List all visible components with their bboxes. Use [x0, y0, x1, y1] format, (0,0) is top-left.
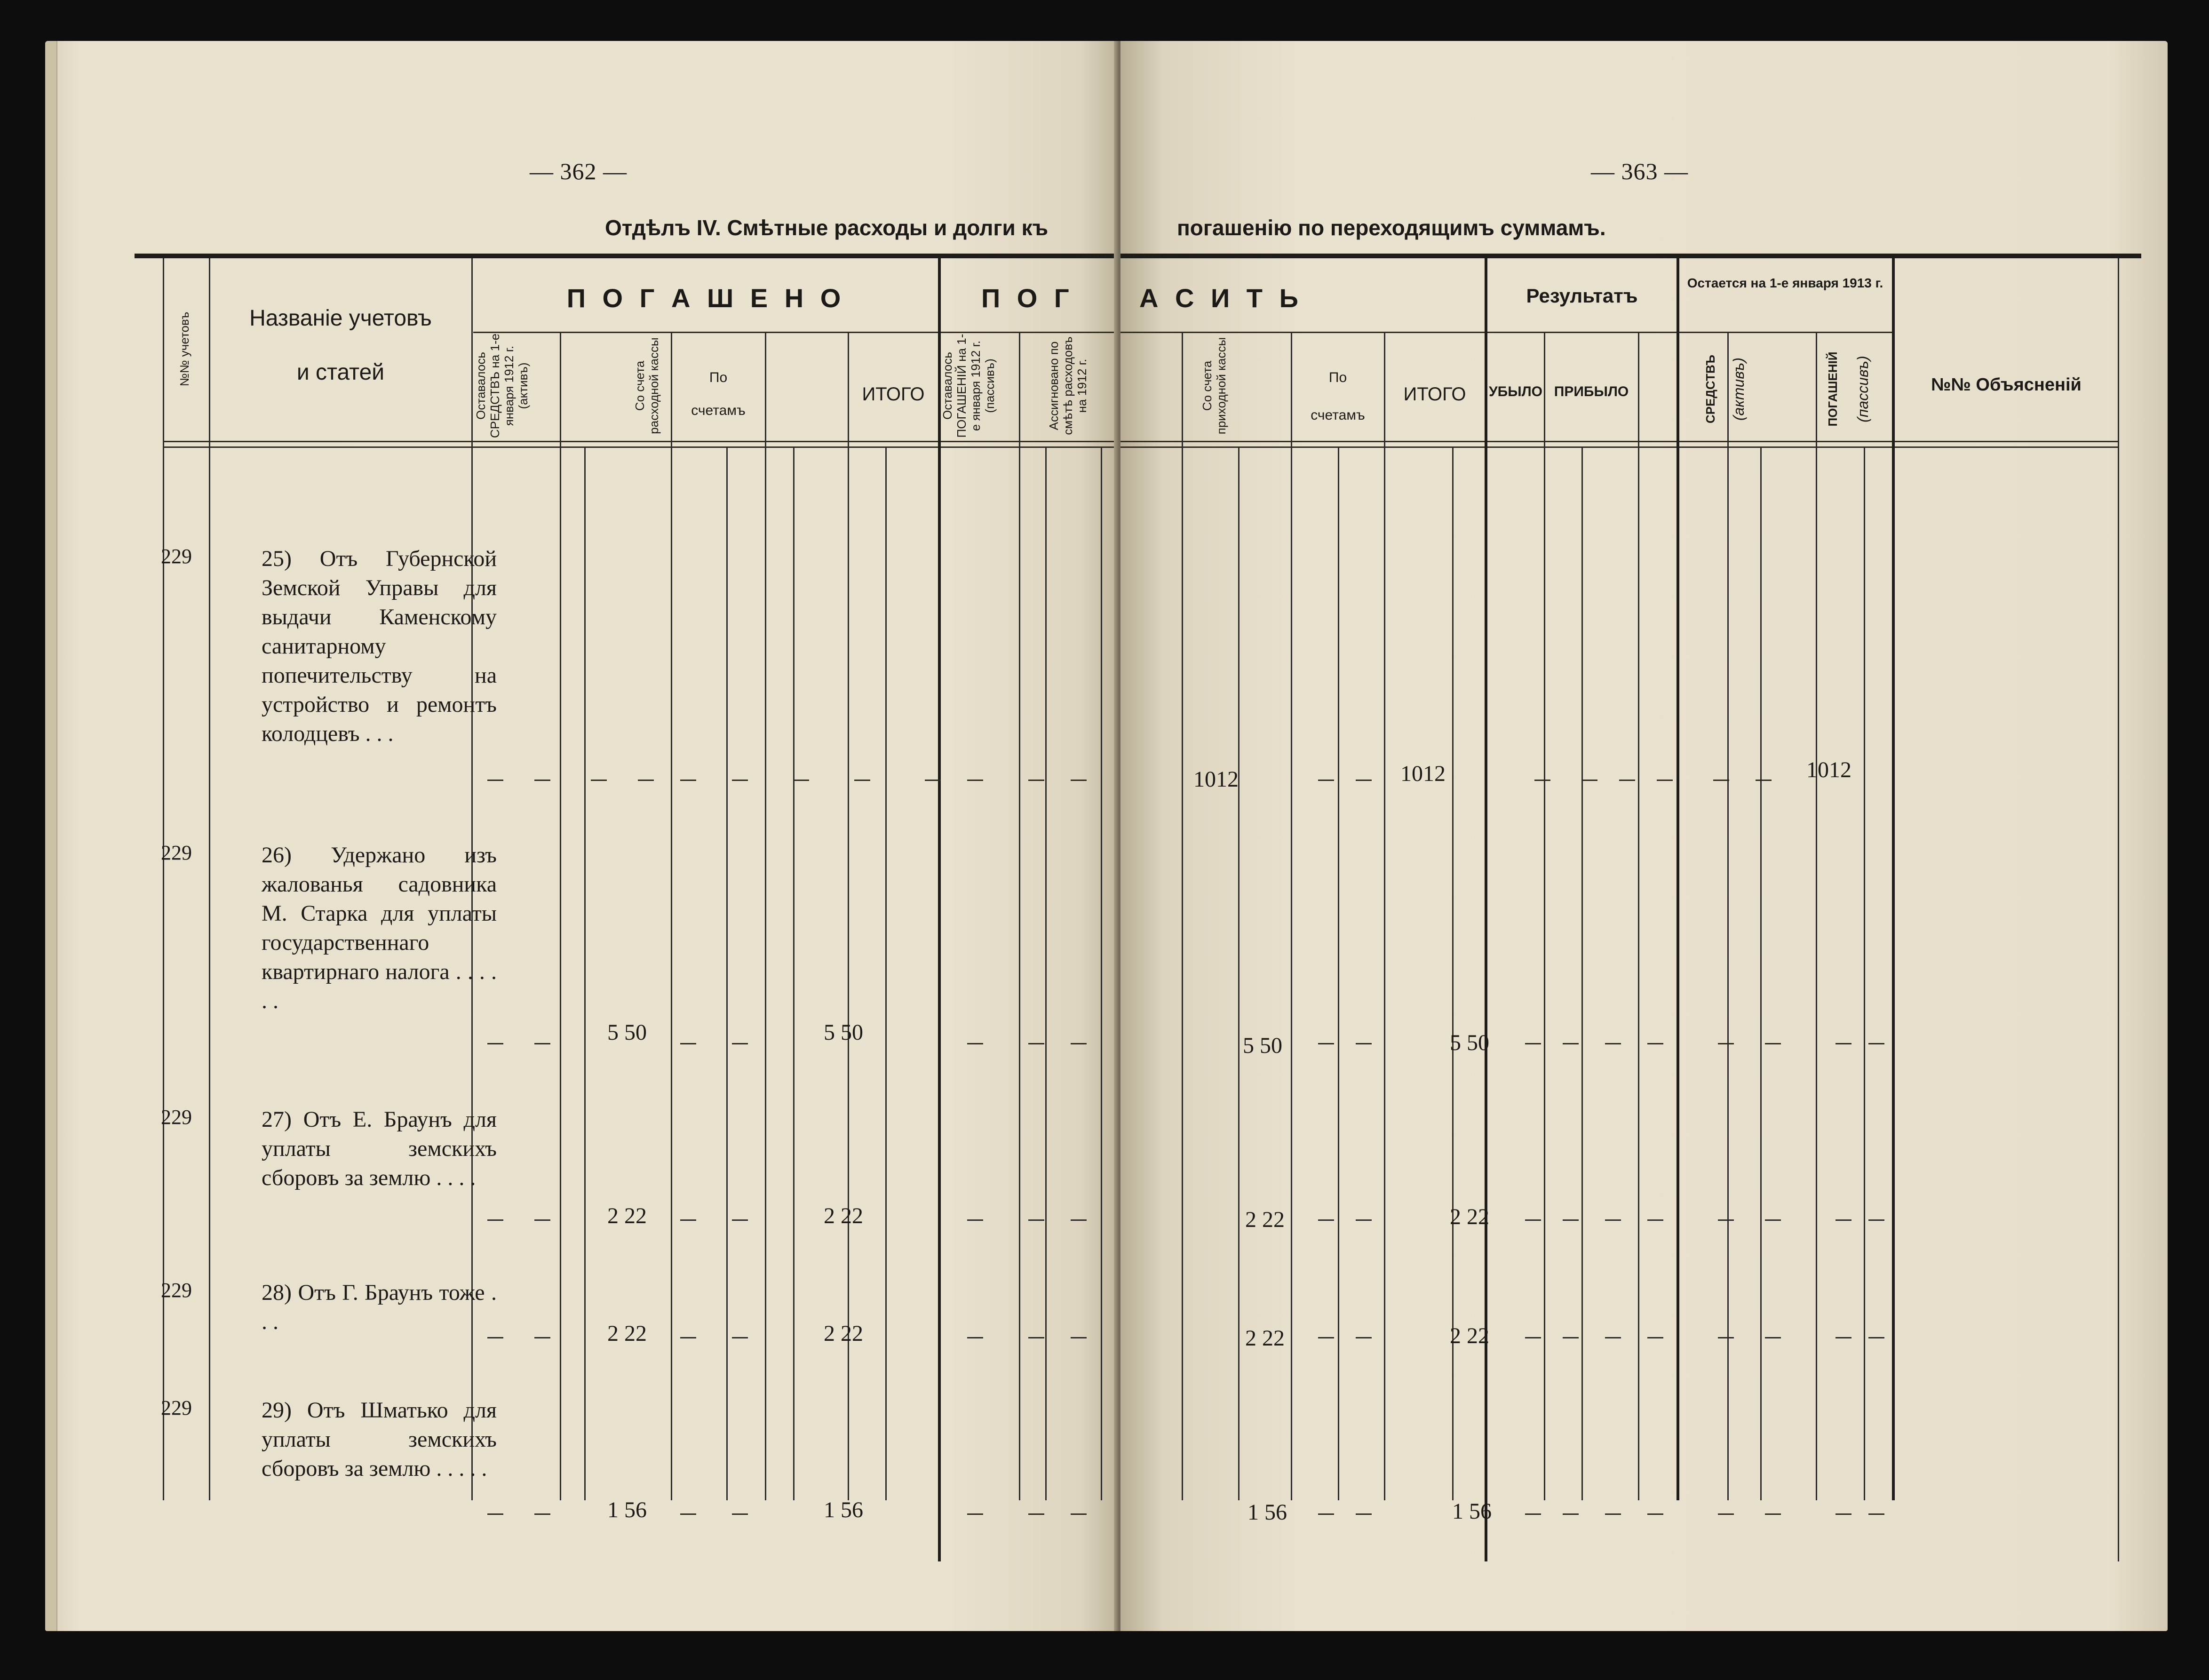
header-so-scheta-rashodnoy: Со счета расходной кассы — [633, 337, 661, 434]
row-2-itogo-right: 5 50 — [1450, 1030, 1489, 1055]
row-3-rashod: 2 22 — [607, 1203, 647, 1228]
dash-mark — [1563, 1513, 1579, 1515]
dash-mark — [732, 1513, 748, 1515]
dash-mark — [1605, 1337, 1621, 1338]
table-top-rule — [135, 254, 1118, 258]
dash-mark — [1868, 1219, 1884, 1221]
header-obyasneniy: №№ Объясненій — [1931, 375, 2082, 395]
dash-mark — [1868, 1513, 1884, 1515]
dash-mark — [967, 780, 983, 781]
dash-mark — [1836, 1337, 1851, 1338]
header-name-line1: Названіе учетовъ — [249, 306, 432, 331]
dash-mark — [1765, 1337, 1781, 1338]
dash-mark — [1318, 780, 1334, 781]
header-pogasheno: П О Г А Ш Е Н О — [566, 283, 846, 313]
header-account-number: №№ учетовъ — [177, 311, 191, 387]
dash-mark — [1647, 1513, 1663, 1515]
dash-mark — [1581, 780, 1597, 781]
row-1-pogasheniy: 1012 — [1806, 757, 1851, 782]
header-ubylo: УБЫЛО — [1489, 384, 1542, 399]
dash-mark — [1756, 780, 1772, 781]
dash-mark — [1563, 1219, 1579, 1221]
header-aktiv: (активъ) — [1730, 357, 1747, 421]
dash-mark — [487, 1337, 503, 1338]
header-so-scheta-prihodnoy: Со счета приходной кассы — [1200, 337, 1228, 435]
row-5-itogo-right: 1 56 — [1452, 1499, 1492, 1524]
dash-mark — [1028, 780, 1044, 781]
row-1-text: 25) Отъ Губернской Земской Управы для выдачи Каменскому санитарному попечительству на устройство и ремонтъ колодцевъ . . . — [262, 546, 497, 746]
dash-mark — [487, 780, 503, 781]
dash-mark — [534, 1219, 550, 1221]
row-2-number: 229 — [161, 841, 192, 864]
dash-mark — [1765, 1043, 1781, 1044]
row-3-number: 229 — [161, 1106, 192, 1129]
row-4-rashod: 2 22 — [607, 1321, 647, 1346]
dash-mark — [1318, 1043, 1334, 1044]
dash-mark — [1868, 1043, 1884, 1044]
row-4-prihod: 2 22 — [1245, 1326, 1285, 1351]
header-name-line2: и статей — [296, 360, 385, 385]
dash-mark — [1605, 1043, 1621, 1044]
left-page-heading: Отдѣлъ IV. Смѣтные расходы и долги къ — [605, 215, 1049, 240]
header-itogo: ИТОГО — [862, 384, 925, 405]
dash-mark — [1028, 1219, 1044, 1221]
dash-mark — [1525, 1337, 1541, 1338]
dash-mark — [1836, 1219, 1851, 1221]
row-5-itogo: 1 56 — [824, 1497, 863, 1522]
dash-mark — [1868, 1337, 1884, 1338]
dash-mark — [925, 780, 941, 781]
header-sredstv: СРЕДСТВЪ — [1703, 354, 1717, 424]
dash-mark — [1356, 1219, 1372, 1221]
row-5-prihod: 1 56 — [1248, 1500, 1287, 1525]
header-ostavalos-sredstv: Оставалось СРЕДСТВЪ на 1-е января 1912 г. (активъ) — [474, 333, 530, 438]
right-page-heading: погашенію по переходящимъ суммамъ. — [1177, 215, 1606, 240]
dash-mark — [1028, 1043, 1044, 1044]
dash-mark — [1318, 1219, 1334, 1221]
dash-mark — [1605, 1219, 1621, 1221]
row-1-prihod: 1012 — [1193, 767, 1239, 792]
dash-mark — [1765, 1219, 1781, 1221]
dash-mark — [1718, 1219, 1734, 1221]
row-2-prihod: 5 50 — [1243, 1033, 1282, 1058]
left-page — [45, 41, 1118, 1631]
dash-mark — [854, 780, 870, 781]
dash-mark — [534, 1513, 550, 1515]
dash-mark — [1525, 1513, 1541, 1515]
header-pogasheniy: ПОГАШЕНІЙ — [1826, 351, 1840, 427]
dash-mark — [534, 1043, 550, 1044]
dash-mark — [487, 1513, 503, 1515]
row-1-itogo-right: 1012 — [1400, 761, 1446, 786]
left-page-number: — 362 — — [530, 158, 627, 184]
row-2-text: 26) Удержано изъ жалованья садовника М. Старка для уплаты государственнаго квартирнаго налога . . . . . . — [262, 843, 497, 1013]
dash-mark — [1563, 1337, 1579, 1338]
dash-mark — [591, 780, 607, 781]
row-2-itogo: 5 50 — [824, 1020, 863, 1045]
header-po-schetam-2: счетамъ — [691, 403, 746, 418]
dash-mark — [793, 780, 809, 781]
row-2-rashod: 5 50 — [607, 1020, 647, 1045]
dash-mark — [1657, 780, 1673, 781]
row-4-number: 229 — [161, 1279, 192, 1302]
dash-mark — [1356, 1337, 1372, 1338]
header-bottom-rule-2 — [163, 446, 1118, 448]
row-5-number: 229 — [161, 1396, 192, 1419]
dash-mark — [1718, 1043, 1734, 1044]
row-5-rashod: 1 56 — [607, 1497, 647, 1522]
row-1-number: 229 — [161, 545, 192, 568]
dash-mark — [967, 1513, 983, 1515]
header-pribylo: ПРИБЫЛО — [1554, 384, 1629, 399]
dash-mark — [1534, 780, 1550, 781]
header-ostavalos-pogasheniy: Оставалось ПОГАШЕНІЙ на 1-е января 1912 г. (пассивъ) — [940, 334, 997, 438]
header-pog-part: П О Г — [981, 283, 1074, 313]
pogasheno-under-rule — [473, 332, 1118, 333]
dash-mark — [1356, 780, 1372, 781]
dash-mark — [638, 780, 654, 781]
right-page — [1120, 41, 2168, 1631]
dash-mark — [1525, 1219, 1541, 1221]
dash-mark — [1619, 780, 1635, 781]
row-4-itogo-right: 2 22 — [1450, 1323, 1489, 1348]
header-passiv: (пассивъ) — [1854, 356, 1871, 422]
dash-mark — [1071, 1219, 1087, 1221]
right-page-number: — 363 — — [1591, 158, 1688, 184]
row-3-itogo: 2 22 — [824, 1203, 863, 1228]
dash-mark — [680, 1337, 696, 1338]
dash-mark — [1356, 1513, 1372, 1515]
dash-mark — [1563, 1043, 1579, 1044]
dash-mark — [967, 1043, 983, 1044]
row-3-prihod: 2 22 — [1245, 1207, 1285, 1232]
dash-mark — [1718, 1513, 1734, 1515]
dash-mark — [1647, 1219, 1663, 1221]
dash-mark — [1647, 1043, 1663, 1044]
dash-mark — [1356, 1043, 1372, 1044]
dash-mark — [680, 1513, 696, 1515]
dash-mark — [1713, 780, 1729, 781]
dash-mark — [1765, 1513, 1781, 1515]
dash-mark — [680, 780, 696, 781]
dash-mark — [1605, 1513, 1621, 1515]
header-itogo-right: ИТОГО — [1403, 384, 1466, 405]
dash-mark — [732, 1043, 748, 1044]
dash-mark — [1071, 780, 1087, 781]
header-rezultat: Результатъ — [1526, 285, 1638, 307]
dash-mark — [1071, 1513, 1087, 1515]
dash-mark — [534, 1337, 550, 1338]
dash-mark — [732, 780, 748, 781]
page-edge — [45, 41, 57, 1631]
dash-mark — [1071, 1043, 1087, 1044]
row-3-text: 27) Отъ Е. Браунъ для уплаты земскихъ сборовъ за землю . . . . — [262, 1107, 497, 1190]
dash-mark — [487, 1219, 503, 1221]
header-po-schetam-1: По — [709, 370, 728, 385]
header-asit: А С И Т Ь — [1139, 283, 1303, 313]
dash-mark — [487, 1043, 503, 1044]
dash-mark — [1318, 1513, 1334, 1515]
header-ostaetsya: Остается на 1-е января 1913 г. — [1687, 276, 1883, 290]
header-assignovano: Ассигновано по смѣтѣ расходовъ на 1912 г. — [1047, 336, 1089, 435]
dash-mark — [1836, 1043, 1851, 1044]
dash-mark — [534, 780, 550, 781]
row-4-text: 28) Отъ Г. Браунъ тоже . . . — [262, 1280, 497, 1334]
row-5-text: 29) Отъ Шматько для уплаты земскихъ сборовъ за землю . . . . . — [262, 1398, 497, 1481]
header-po-schetam-right-2: счетамъ — [1311, 407, 1365, 423]
dash-mark — [1836, 1513, 1851, 1515]
row-3-itogo-right: 2 22 — [1450, 1204, 1489, 1229]
dash-mark — [1028, 1513, 1044, 1515]
header-bottom-rule — [163, 441, 1118, 442]
dash-mark — [967, 1219, 983, 1221]
row-4-itogo: 2 22 — [824, 1321, 863, 1346]
header-po-schetam-right-1: По — [1328, 370, 1347, 385]
open-book — [45, 41, 2168, 1636]
dash-mark — [680, 1219, 696, 1221]
dash-mark — [1318, 1337, 1334, 1338]
dash-mark — [732, 1219, 748, 1221]
dash-mark — [1718, 1337, 1734, 1338]
dash-mark — [680, 1043, 696, 1044]
dash-mark — [1647, 1337, 1663, 1338]
dash-mark — [1071, 1337, 1087, 1338]
dash-mark — [1028, 1337, 1044, 1338]
table-top-rule-right — [1120, 254, 2141, 258]
dash-mark — [1525, 1043, 1541, 1044]
dash-mark — [967, 1337, 983, 1338]
dash-mark — [732, 1337, 748, 1338]
